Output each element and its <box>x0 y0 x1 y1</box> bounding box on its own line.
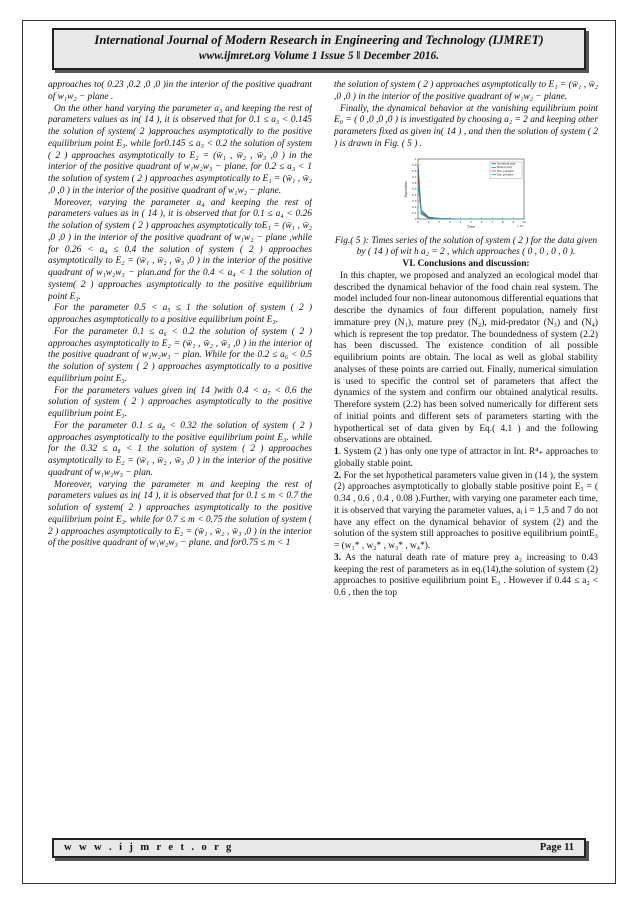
item-number: 2. <box>334 470 342 481</box>
conclusion-item <box>334 447 598 471</box>
conclusion-item <box>334 471 598 553</box>
left-paragraph: For the parameters values given in( 14 )with 0.4 < a₇ < 0.6 the solution of system ( 2 ) approaches asymptotically to the positive equilibrium point E₃. <box>48 385 312 419</box>
x-tick-label: 2 <box>438 219 441 224</box>
x-tick-label: 7 <box>491 219 494 224</box>
item-text: . System (2 ) has only one type of attractor in Int. R⁴₊ approaches to globally stable point. <box>334 447 598 469</box>
x-tick-label: 5 <box>470 219 472 224</box>
section-heading: VI. Conclusions and discussion: <box>402 259 530 269</box>
footer-website: w w w . i j m r e t . o r g <box>64 842 234 853</box>
page-footer <box>52 838 586 858</box>
y-tick-label: 0.3 <box>412 198 417 203</box>
right-paragraph: Finally, the dynamical behavior at the vanishing equilibrium point E₀ = ( 0 ,0 ,0 ,0 ) is investigated by choosing a₂ = 2 and keeping other parameters fixed as given in( 14 ) , and then the solution of system ( 2 ) is drawn in Fig. ( 5 ) . <box>334 103 598 149</box>
left-paragraph: For the parameter 0.1 ≤ a₆ < 0.2 the solution of system ( 2 ) approaches asymptotically to E₂ = (w̄₁ , w̄₂ , w̄₃ ,0 ) in the interior of the positive quadrant of w₁w₂w₃ − plan. While for the 0.2 ≤ a₆ < 0.5 the solution of system ( 2 ) approaches asymptotically to a positive equilibrium point E₃. <box>48 326 312 384</box>
item-number: 3. <box>334 552 342 563</box>
x-tick-label: 9 <box>512 219 515 224</box>
figure-caption: Fig.( 5 ): Times series of the solution of system ( 2 ) for the data given by ( 14 ) of wit h a₂ = 2 , which approaches ( 0 , 0 , 0 , 0 ). <box>334 235 598 258</box>
item-text: For the set hypothetical parameters value given in (14 ), the system (2) approaches asymptotically to globally stable positive point E₃ = ( 0.34 , 0.6 , 0.4 , 0.08 ).Further, with varying one parameter each time, it is observed that varying the parameter values, aᵢ i = 1,5 and 7 do not have any effect on the dynamical behavior of system (2) and the solution of the system still approaches to positive equilibrium pointE₃ = (w₁* , w₂* , w₃* , w₄*). <box>334 470 598 551</box>
x-tick-label: 0 <box>417 219 419 224</box>
x-tick-label: 3 <box>448 219 451 224</box>
conclusion-paragraph: In this chapter, we proposed and analyzed an ecological model that described the dynamical behavior of the food chain real system. The model included four non-linear autonomous differential equations that describe the dynamics of four different population, namely first immature prey (N₁), mature prey (N₂), mid-predator (N₃) and (N₄) which is represent the top predator. The boundedness of system (2.2) has been discussed. The existence condition of all possible equilibrium points are obtain. The local as well as global stability analyses of these points are carried out. Finally, numerical simulation is used to specific the control set of parameters that affect the dynamics of the system and confirm our obtained analytical results. Therefore system (2.2) has been solved numerically for different sets of initial points and different sets of parameters starting with the hypothertical set of data given by Eq.( 4.1 ) and the following observations are obtained. <box>334 270 598 446</box>
legend-label: Top- predator <box>497 172 514 176</box>
item-text: As the natural death rate of mature prey a₂ increasing to 0.43 keeping the rest of parameters as in eq.(14),the solution of system (2) approaches to positive equilibrium point E₃ . However if 0.44 ≤ a₂ < 0.6 , then the top <box>334 552 598 598</box>
x-axis-exponent: x 10⁴ <box>517 224 524 228</box>
y-tick-label: 0.4 <box>412 192 417 197</box>
left-paragraph: Moreover, varying the parameter m and keeping the rest of parameters values as in( 14 ), it is observed that for 0.1 ≤ m < 0.7 the solution of system( 2 ) approaches asymptotically to the positive equilibrium point E₃. while for 0.7 ≤ m < 0.75 the solution of system ( 2 ) approaches asymptotically to E₂ = (w̄₁ , w̄₂ , w̄₃ ,0 ) in the interior of the positive quadrant of w₁w₂w₃ − plane. and for0.75 ≤ m < 1 <box>48 479 312 549</box>
y-tick-label: 0.7 <box>412 174 417 179</box>
y-tick-label: 0.2 <box>412 204 417 209</box>
right-paragraph: the solution of system ( 2 ) approaches asymptotically to E₁ = (w̄₁ , w̄₂ ,0 ,0 ) in the interior of the positive quadrant of w₁w₂ − plane. <box>334 80 598 102</box>
left-paragraph: For the parameter 0.1 ≤ a₈ < 0.32 the solution of system ( 2 ) approaches asymptotically to the positive equilibrium point E₃. while for the 0.32 ≤ a₈ < 1 the solution of system ( 2 ) approaches asymptotically to E₂ = (w̄₁ , w̄₂ , w̄₃ ,0 ) in the interior of the positive quadrant of w₁w₂w₃ − plan. <box>48 420 312 478</box>
left-paragraph: approaches to( 0.23 ,0.2 ,0 ,0 )in the interior of the positive quadrant of w₁w₂ − plane . <box>48 80 312 102</box>
page-number: Page 11 <box>539 842 574 853</box>
x-axis-label: Time <box>467 224 475 229</box>
y-tick-label: 0 <box>414 216 417 221</box>
legend-label: Immature prey <box>497 162 516 166</box>
conclusion-item <box>334 553 598 600</box>
legend-label: Mid- predator <box>497 169 514 173</box>
y-tick-label: 0.8 <box>412 168 417 173</box>
y-tick-label: 0.5 <box>412 186 417 191</box>
legend-label: Mature prey <box>497 165 513 169</box>
x-tick-label: 1 <box>427 219 430 224</box>
journal-title: International Journal of Modern Research in Engineering and Technology (IJMRET) <box>94 33 544 47</box>
x-tick-label: 8 <box>501 219 504 224</box>
y-tick-label: 0.9 <box>412 162 417 167</box>
y-tick-label: 1 <box>414 156 417 161</box>
y-axis-label: Population <box>404 180 408 197</box>
x-tick-label: 6 <box>480 219 483 224</box>
left-paragraph: For the parameter 0.5 < a₅ ≤ 1 the solution of system ( 2 ) approaches asymptotically to a positive equilibrium point E₃. <box>48 303 312 325</box>
right-column <box>334 80 598 840</box>
item-number: 1 <box>334 447 339 457</box>
left-column <box>48 80 312 840</box>
y-tick-label: 0.1 <box>412 210 417 215</box>
time-series-chart <box>402 155 530 233</box>
journal-subtitle: www.ijmret.org Volume 1 Issue 5 ǁ December 2016. <box>198 50 440 62</box>
x-tick-label: 4 <box>459 219 462 224</box>
journal-header <box>52 28 586 70</box>
left-paragraph: Moreover, varying the parameter a₄ and keeping the rest of parameters values as in ( 14 ), it is observed that for 0.1 ≤ a₄ < 0.26 the solution of system ( 2 ) approaches asymptotically toE₁ = (w̄₁ , w̄₂ ,0 ,0 ) in the interior of the positive quadrant of w₁w₂ − plane ,while for 0.26 < a₄ ≤ 0.4 the solution of system ( 2 ) approaches asymptotically to E₂ = (w̄₁ , w̄₂ , w̄₃ ,0 ) in the interior of the positive quadrant of w₁w₂w₃ − plan.and for the 0.4 < a₄ < 1 the solution of system( 2 ) approaches asymptotically to the positive equilibrium point E₃. <box>48 197 312 302</box>
x-tick-label: 10 <box>522 219 526 224</box>
y-tick-label: 0.6 <box>412 180 417 185</box>
figure-5 <box>402 155 530 233</box>
left-paragraph: On the other hand varying the parameter a₃ and keeping the rest of parameters values as in( 14 ), it is observed that for 0.1 ≤ a₃ < 0.145 the solution of system( 2 )approaches asymptotically to the positive equilibrium point E₃. while for0.145 ≤ a₃ < 0.2 the solution of system ( 2 ) approaches asymptotically to E₂ = (w̄₁ , w̄₂ , w̄₃ ,0 ) in the interior of the positive quadrant of w₁w₂w₃ − plane. for 0.2 ≤ a₃ < 1 the solution of system ( 2 ) approaches asymptotically to E₁ = (w̄₁ , w̄₂ ,0 ,0 ) in the interior of the positive quadrant of w₁w₂ − plane. <box>48 103 312 196</box>
